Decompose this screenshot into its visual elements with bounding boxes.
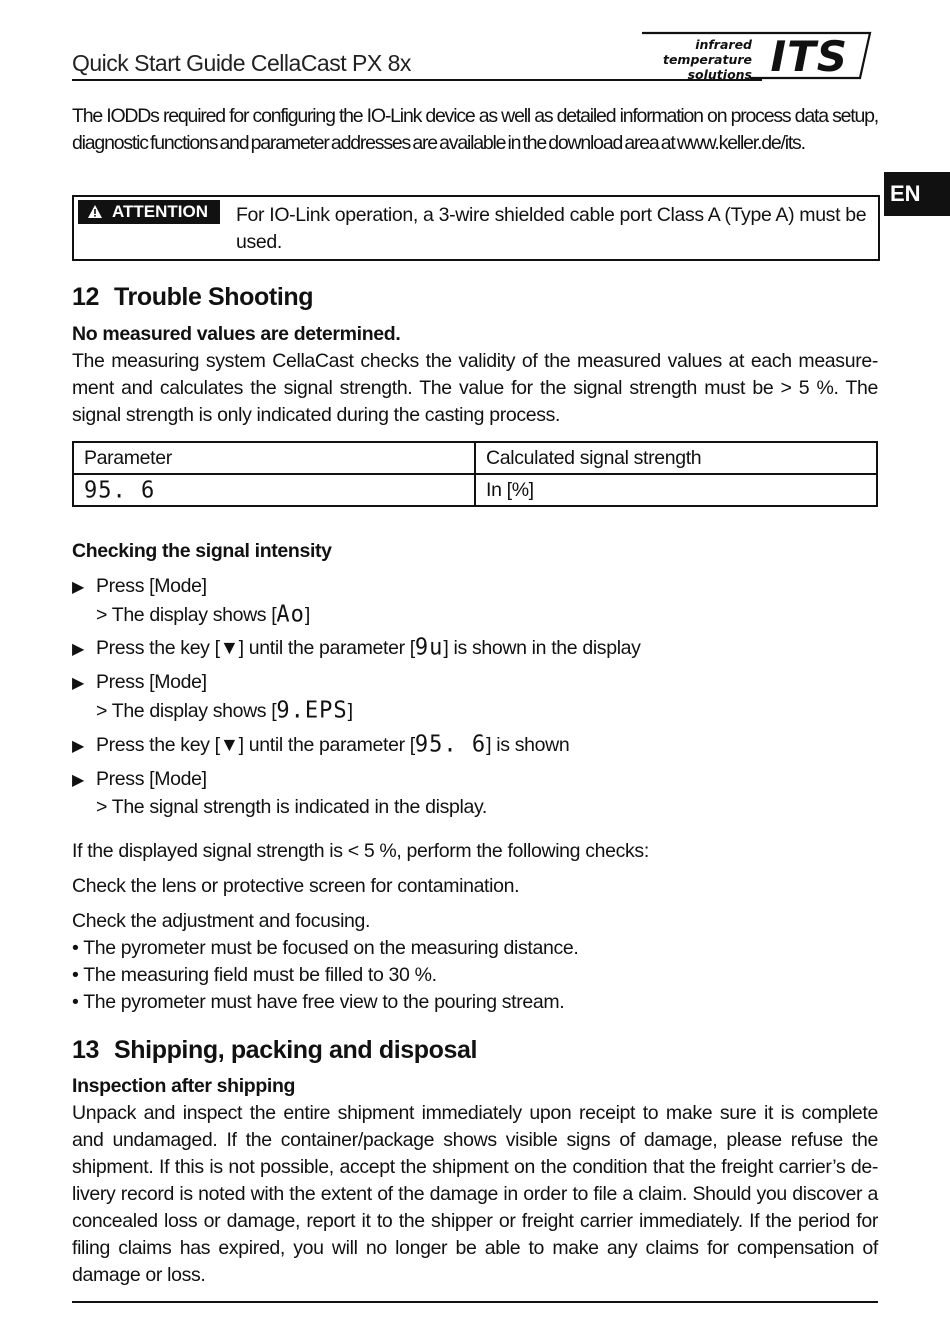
segment-display-code: 95. 6 [84,476,156,504]
attention-box [72,195,880,261]
parameter-table [72,441,878,507]
attention-text: For IO-Link operation, a 3-wire shielded cable port Class A (Type A) must be used. [236,204,867,253]
page-header [72,30,878,82]
step-2 [72,634,878,663]
document-title: Quick Start Guide CellaCast PX 8x [72,50,411,76]
bullet-item: • The pyrometer must have free view to the pouring stream. [72,991,565,1013]
section-13-heading [72,1036,477,1065]
attention-label: ATTENTION [112,202,209,221]
step-text: Press [Mode] [96,575,207,597]
step-text-suffix: ] is shown in the display [443,637,641,659]
language-tab: EN [884,172,950,216]
arrow-right-icon: ▶ [72,675,84,692]
arrow-right-icon: ▶ [72,641,84,658]
segment-display-code: 95. 6 [414,731,487,758]
segment-display-code: 9u [414,634,444,661]
step-result-suffix: ] [347,700,353,722]
table-header-row [73,442,877,474]
warning-triangle-icon [86,200,104,222]
step-result: > The signal strength is indicated in the display. [96,796,487,818]
attention-badge [78,200,220,224]
bullet-item: • The measuring field must be filled to 30 %. [72,964,437,986]
step-text-prefix: Press the key [▼] until the parameter [ [96,637,415,659]
section-12-title: Trouble Shooting [114,283,314,311]
section-12-heading [72,283,313,312]
arrow-right-icon: ▶ [72,738,84,755]
section-13-title: Shipping, packing and disposal [114,1036,478,1064]
section-13-subheading: Inspection after shipping [72,1075,296,1097]
logo-line-temperature: temperature [662,52,752,67]
step-5 [72,766,878,821]
arrow-right-icon: ▶ [72,772,84,789]
table-cell: In [%] [475,474,877,506]
step-text-suffix: ] is shown [486,734,570,756]
logo-line-infrared: infrared [695,37,752,52]
segment-display-code: 9.EPS [276,697,348,724]
table-header-cell: Calculated signal strength [475,442,877,474]
table-row [73,474,877,506]
bullet-item: • The pyrometer must be focused on the measuring distance. [72,937,579,959]
footer-rule [72,1301,878,1303]
step-result-suffix: ] [304,604,310,626]
step-result-prefix: > The display shows [ [96,604,277,626]
section-12-subheading: No measured values are determined. [72,323,401,345]
step-4 [72,731,878,760]
step-text: Press [Mode] [96,671,207,693]
check-adjust-text: Check the adjustment and focusing. [72,910,371,932]
its-logo [638,30,878,82]
table-header-cell: Parameter [73,442,475,474]
step-result [72,697,878,725]
step-result-prefix: > The display shows [ [96,700,277,722]
table-cell [73,474,475,506]
intro-paragraph: The IODDs required for configuring the IO-Link device as well as detailed information on process data setup, diagnostic functions and parameter addresses are available in the download area at www.keller.de/its. [72,105,878,154]
segment-display-code: Ao [276,601,305,628]
step-result [72,601,878,629]
step-text-prefix: Press the key [▼] until the parameter [ [96,734,415,756]
section-12-paragraph: The measuring system CellaCast checks the validity of the measured values at each measure-ment and calculates the signal strength. The value for the signal strength must be > 5 %. The signal strength is only indicated during the casting process. [72,350,878,426]
step-3 [72,669,878,725]
step-1 [72,573,878,629]
arrow-right-icon: ▶ [72,579,84,596]
logo-line-solutions: solutions [687,67,752,82]
check-lens-text: Check the lens or protective screen for contamination. [72,875,520,897]
section-13-paragraph: Unpack and inspect the entire shipment immediately upon receipt to make sure it is complete and undamaged. If the container/package shows visible signs of damage, please refuse the shipment. If this is not possible, accept the shipment on the condition that the freight carrier’s de-livery record is noted with the extent of the damage in order to file a claim. Should you discover a concealed loss or damage, report it to the shipper or freight carrier immediately. If the period for filing claims has expired, you will no longer be able to make any claims for compensation of damage or loss. [72,1102,878,1286]
logo-brand: ITS [770,32,848,81]
check-heading: Checking the signal intensity [72,540,332,562]
step-text: Press [Mode] [96,768,207,790]
logo-tagline [663,37,752,82]
section-12-number: 12 [72,283,100,311]
section-13-number: 13 [72,1036,100,1064]
if-text: If the displayed signal strength is < 5 %, perform the following checks: [72,840,649,862]
